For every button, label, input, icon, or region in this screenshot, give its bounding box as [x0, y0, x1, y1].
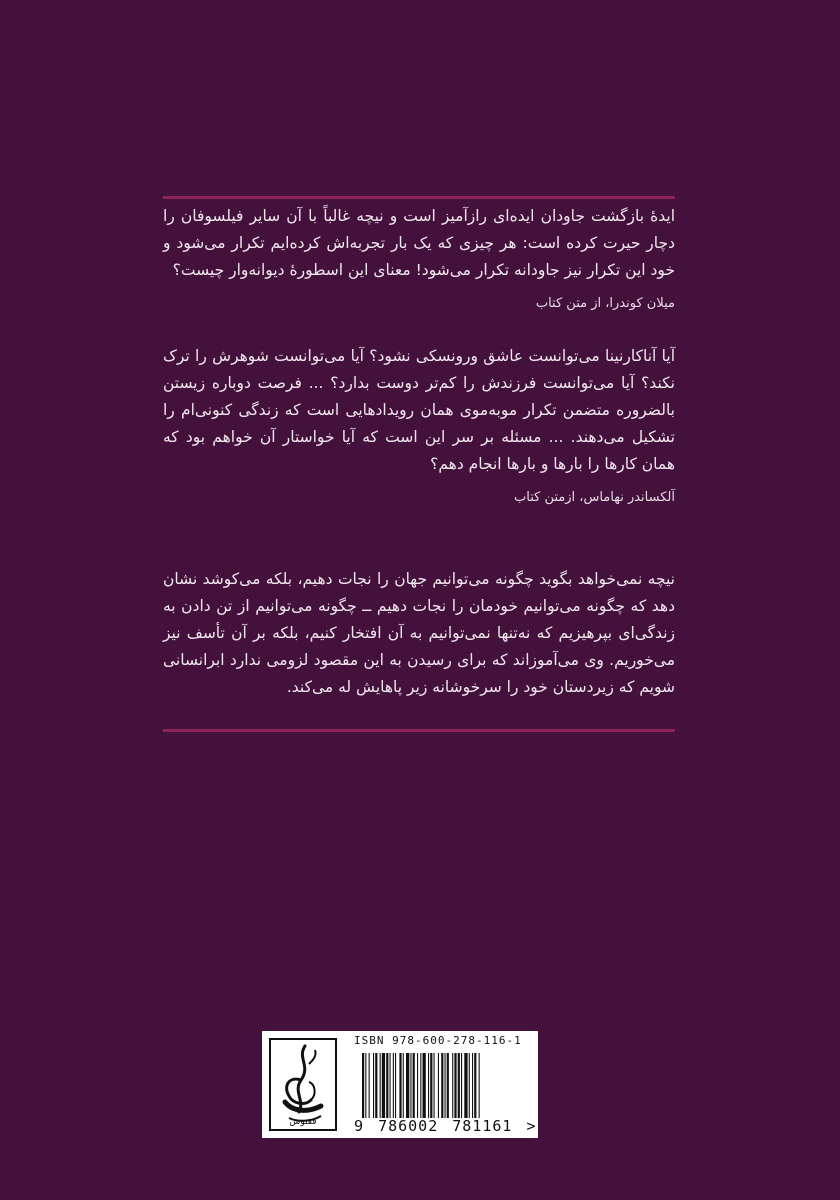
- barcode-arrow: >: [526, 1117, 537, 1135]
- quote-text: آیا آناکارنینا می‌توانست عاشق ورونسکی نشود؟ آیا می‌توانست شوهرش را ترک نکند؟ آیا می‌توانست فرزندش را کم‌تر دوست بدارد؟ ... فرصت دوباره زیستن بالضروره متضمن تکرار موبه‌موی همان رویدادهایی است که زندگی کنونی‌ام را تشکیل می‌دهند. ... مسئله بر سر این است که آیا خواستار آن خواهم بود که همان کارها را بارها و بارها انجام دهم؟: [163, 347, 675, 473]
- top-divider: [163, 196, 675, 199]
- ghoghnoos-bird-logo-icon: [271, 1040, 335, 1129]
- quote-nietzsche: [163, 566, 675, 701]
- barcode-group-1: 786002: [378, 1117, 439, 1135]
- barcode-lead-digit: 9: [354, 1117, 365, 1135]
- barcode-group-2: 781161: [452, 1117, 513, 1135]
- quote-citation: میلان کوندرا، از متن کتاب: [535, 296, 675, 311]
- quote-kundera: [163, 203, 675, 314]
- publisher-logo: [269, 1038, 337, 1131]
- publisher-name: ققنوس: [289, 1117, 317, 1127]
- barcode-icon: [362, 1053, 527, 1118]
- bottom-divider: [163, 729, 675, 732]
- quote-nehamas: [163, 343, 675, 508]
- isbn-barcode-box: [262, 1031, 538, 1138]
- barcode-digits: [354, 1117, 537, 1135]
- quote-citation: آلکساندر نهاماس، ازمتن کتاب: [514, 490, 675, 505]
- quote-text: ایدهٔ بازگشت جاودان ایده‌ای رازآمیز است و نیچه غالباً با آن سایر فیلسوفان را دچار حیرت کرده است: هر چیزی که یک بار تجربه‌اش کرده‌ایم تکرار می‌شود و خود این تکرار نیز جاودانه تکرار می‌شود! معنای این اسطورهٔ دیوانه‌وار چیست؟: [163, 207, 675, 279]
- quote-text: نیچه نمی‌خواهد بگوید چگونه می‌توانیم جهان را نجات دهیم، بلکه می‌کوشد نشان دهد که چگونه می‌توانیم خودمان را نجات دهیم ــ چگونه می‌توانیم از تن دادن به زندگی‌ای بپرهیزیم که نه‌تنها نمی‌توانیم به آن افتخار کنیم، بلکه بر آن تأسف نیز می‌خوریم. وی می‌آموزاند که برای رسیدن به این مقصود لزومی ندارد ابرانسانی شویم که زیردستان خود را سرخوشانه زیر پاهایش له می‌کند.: [163, 570, 675, 696]
- isbn-number: ISBN 978-600-278-116-1: [354, 1034, 522, 1047]
